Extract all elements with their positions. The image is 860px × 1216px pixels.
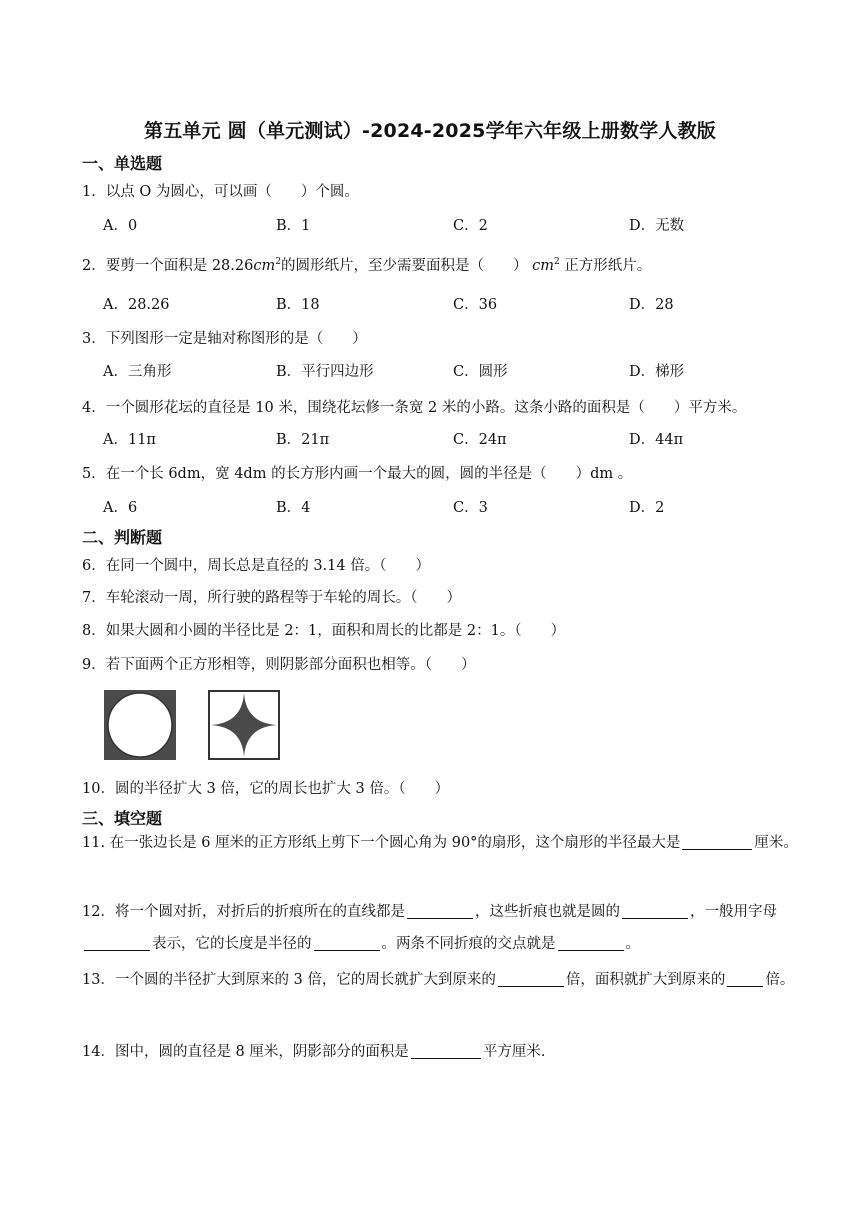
q12-text-b: ，这些折痕也就是圆的: [474, 904, 620, 920]
question-11: [82, 827, 810, 859]
q3-option-d: D．梯形: [629, 364, 685, 380]
q3-option-b: B．平行四边形: [276, 364, 374, 380]
section-heading-single-choice: 一、单选题: [82, 154, 163, 173]
q2-text-a: 2．要剪一个面积是 28.26: [82, 258, 254, 274]
q11-text-a: 11. 在一张边长是 6 厘米的正方形纸上剪下一个圆心角为 90°的扇形，这个扇形的半径最大是: [82, 835, 681, 851]
q4-option-c: C．24π: [453, 432, 507, 448]
question-6: 6．在同一个圆中，周长总是直径的 3.14 倍。（ ）: [82, 558, 430, 574]
q2-option-a: A．28.26: [103, 297, 170, 313]
q3-option-c: C．圆形: [453, 364, 508, 380]
q2-text-c: 正方形纸片。: [564, 258, 652, 274]
question-13: [82, 964, 810, 996]
q4-option-a: A．11π: [103, 432, 156, 448]
question-3: 3．下列图形一定是轴对称图形的是（ ）: [82, 331, 367, 347]
q13-blank-2[interactable]: [727, 970, 763, 987]
q12-text-c: ，一般用字母: [689, 904, 777, 920]
q12-text-d: 表示，它的长度是半径的: [152, 936, 312, 952]
q14-text-a: 14．图中，圆的直径是 8 厘米，阴影部分的面积是: [82, 1044, 409, 1060]
q1-option-c: C．2: [453, 218, 488, 234]
q12-blank-1[interactable]: [407, 902, 473, 919]
q14-text-b: 平方厘米.: [482, 1044, 546, 1060]
question-9: 9．若下面两个正方形相等，则阴影部分面积也相等。（ ）: [82, 657, 476, 673]
q1-option-b: B．1: [276, 218, 311, 234]
question-7: 7．车轮滚动一周，所行驶的路程等于车轮的周长。（ ）: [82, 590, 461, 606]
q3-option-a: A．三角形: [103, 364, 172, 380]
q2-unit: cm: [253, 258, 276, 274]
q11-text-b: 厘米。: [754, 835, 798, 851]
q13-text-c: 倍。: [765, 972, 795, 988]
page-title: 第五单元 圆（单元测试）-2024-2025学年六年级上册数学人教版: [144, 120, 716, 142]
square-with-circle-figure: [104, 690, 176, 760]
q4-option-b: B．21π: [276, 432, 330, 448]
q5-option-d: D．2: [629, 500, 665, 516]
q5-option-b: B．4: [276, 500, 311, 516]
q2-option-d: D．28: [629, 297, 674, 313]
q2-option-b: B．18: [276, 297, 320, 313]
question-4: 4．一个圆形花坛的直径是 10 米，围绕花坛修一条宽 2 米的小路。这条小路的面积是（ ）平方米。: [82, 400, 747, 416]
q1-option-d: D．无数: [629, 218, 685, 234]
question-2: [82, 254, 651, 275]
q2-unit-2: cm: [532, 258, 554, 274]
inscribed-circle: [108, 693, 172, 757]
q12-text-f: 。: [625, 936, 640, 952]
section-heading-true-false: 二、判断题: [82, 528, 163, 547]
q4-option-d: D．44π: [629, 432, 684, 448]
q1-option-a: A．0: [103, 218, 138, 234]
q13-text-a: 13．一个圆的半径扩大到原来的 3 倍，它的周长就扩大到原来的: [82, 972, 496, 988]
question-8: 8．如果大圆和小圆的半径比是 2：1，面积和周长的比都是 2：1。（ ）: [82, 623, 566, 639]
question-12: [82, 896, 810, 960]
q11-blank[interactable]: [682, 833, 752, 850]
q5-option-a: A．6: [103, 500, 138, 516]
section-heading-fill-blank: 三、填空题: [82, 809, 163, 828]
question-10: 10．圆的半径扩大 3 倍，它的周长也扩大 3 倍。（ ）: [82, 781, 450, 797]
q12-blank-5[interactable]: [558, 934, 624, 951]
q2-sup: 2: [275, 257, 281, 268]
q14-blank[interactable]: [411, 1042, 481, 1059]
q12-blank-2[interactable]: [622, 902, 688, 919]
q13-blank-1[interactable]: [498, 970, 564, 987]
q12-text-a: 12．将一个圆对折，对折后的折痕所在的直线都是: [82, 904, 405, 920]
square-with-star-figure: [208, 690, 280, 760]
question-14: [82, 1040, 546, 1061]
question-5: 5．在一个长 6dm，宽 4dm 的长方形内画一个最大的圆，圆的半径是（ ）dm 。: [82, 466, 633, 482]
q13-text-b: 倍，面积就扩大到原来的: [565, 972, 726, 988]
q2-option-c: C．36: [453, 297, 498, 313]
q2-sup-2: 2: [553, 257, 560, 268]
q12-blank-3[interactable]: [84, 934, 150, 951]
question-1: 1．以点 O 为圆心，可以画（ ）个圆。: [82, 184, 359, 200]
q5-option-c: C．3: [453, 500, 488, 516]
q2-text-b: 的圆形纸片，至少需要面积是（ ）: [280, 258, 528, 274]
q12-blank-4[interactable]: [314, 934, 380, 951]
q12-text-e: 。两条不同折痕的交点就是: [381, 936, 556, 952]
